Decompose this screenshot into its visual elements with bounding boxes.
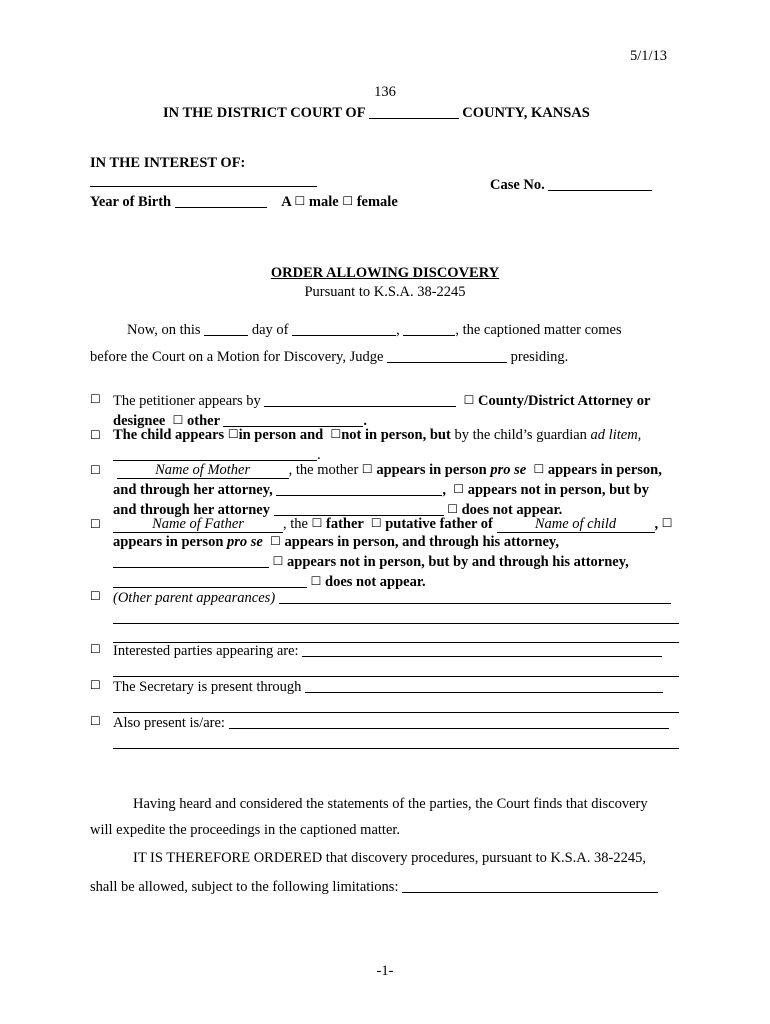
father-type-checkbox[interactable]: ☐ — [311, 516, 323, 530]
petitioner-item — [90, 390, 690, 430]
other-parent-checkbox[interactable]: ☐ — [90, 589, 101, 603]
mother-in-person-checkbox[interactable]: ☐ — [361, 462, 373, 476]
mother-through-attorney: and through her attorney, — [113, 481, 273, 498]
mother-attorney-blank-2[interactable] — [274, 501, 444, 516]
father-the: , the — [283, 516, 308, 532]
also-present-blank-2[interactable] — [113, 734, 679, 749]
secretary-blank[interactable] — [305, 678, 663, 693]
putative-father-label: putative father of — [385, 516, 493, 532]
interest-of-label: IN THE INTEREST OF: — [90, 155, 246, 171]
mother-does-not-appear-checkbox[interactable]: ☐ — [447, 501, 458, 516]
other-parent-item — [90, 587, 690, 641]
father-attorney-blank-2[interactable] — [113, 573, 307, 588]
interested-parties-item — [90, 640, 690, 676]
other-parent-blank-2[interactable] — [113, 609, 679, 624]
father-attorney-blank[interactable] — [113, 553, 269, 568]
mother-checkbox[interactable]: ☐ — [90, 463, 101, 477]
also-present-checkbox[interactable]: ☐ — [90, 714, 101, 728]
mother-not-in-person-checkbox[interactable]: ☐ — [453, 481, 465, 496]
ad-litem: ad litem, — [590, 427, 642, 443]
findings-line-1: Having heard and considered the statements of the parties, the Court finds that discovery — [133, 796, 648, 812]
other-parent-label: (Other parent appearances) — [113, 589, 276, 606]
order-line-2 — [90, 876, 658, 895]
secretary-label: The Secretary is present through — [113, 678, 302, 695]
judge-blank[interactable] — [387, 348, 507, 363]
father-not-in-person-checkbox[interactable]: ☐ — [272, 553, 284, 568]
mother-name-field[interactable]: Name of Mother — [117, 463, 289, 479]
child-not-in-person-checkbox[interactable]: ☐ — [330, 427, 342, 441]
father-label: father — [325, 516, 364, 532]
female-label: female — [356, 193, 398, 210]
child-name-blank[interactable] — [90, 170, 317, 187]
mother-through-attorney-2: and through her attorney — [113, 501, 270, 518]
secretary-blank-2[interactable] — [113, 698, 679, 713]
also-present-item — [90, 712, 690, 748]
other-label: other — [187, 412, 220, 429]
other-checkbox[interactable]: ☐ — [172, 412, 184, 427]
county-blank[interactable] — [369, 104, 459, 119]
county-attorney-label: County/District Attorney or — [478, 392, 651, 409]
also-present-label: Also present is/are: — [113, 714, 225, 731]
month-blank[interactable] — [292, 321, 396, 336]
a-label: A — [281, 193, 291, 210]
male-label: male — [308, 193, 339, 210]
secretary-checkbox[interactable]: ☐ — [90, 678, 101, 692]
father-does-not-appear-checkbox[interactable]: ☐ — [310, 573, 322, 588]
intro-line-1 — [127, 319, 622, 338]
county-attorney-checkbox[interactable]: ☐ — [463, 392, 475, 407]
court-heading-pre: IN THE DISTRICT COURT OF — [163, 104, 366, 121]
secretary-item — [90, 676, 690, 712]
interested-parties-checkbox[interactable]: ☐ — [90, 642, 101, 656]
petitioner-blank[interactable] — [264, 392, 456, 407]
child-appears: The child appears — [113, 427, 225, 443]
case-no-blank[interactable] — [548, 176, 652, 191]
child-item — [90, 426, 690, 466]
female-checkbox[interactable]: ☐ — [342, 193, 354, 208]
day-of: day of — [251, 321, 289, 338]
father-item — [90, 515, 690, 590]
intro-comma: , — [396, 321, 400, 338]
interested-parties-blank-2[interactable] — [113, 662, 679, 677]
year-of-birth-label: Year of Birth — [90, 193, 172, 210]
petitioner-text: The petitioner appears by — [113, 392, 261, 409]
year-of-birth-row — [90, 191, 398, 210]
designee-label: designee — [113, 412, 166, 429]
putative-father-checkbox[interactable]: ☐ — [370, 516, 382, 530]
intro-line-2 — [90, 346, 568, 365]
findings-line-2: will expedite the proceedings in the captioned matter. — [90, 822, 401, 838]
mother-pro-se: pro se — [490, 462, 527, 478]
captioned-text: , the captioned matter comes — [455, 321, 622, 338]
child-period: . — [317, 446, 321, 463]
day-blank[interactable] — [204, 321, 248, 336]
court-heading — [163, 102, 590, 121]
father-comma: , — [654, 516, 659, 532]
limitations-label: shall be allowed, subject to the following limitations: — [90, 878, 399, 895]
child-in-person-checkbox[interactable]: ☐ — [227, 427, 239, 441]
father-not-in-person: appears not in person, but by and through his attorney, — [287, 553, 629, 570]
mother-attorney-blank[interactable] — [276, 481, 442, 496]
mother-not-in-person: appears not in person, but by — [467, 481, 649, 498]
the-mother: , the mother — [288, 462, 359, 478]
interested-parties-label: Interested parties appearing are: — [113, 642, 299, 659]
court-heading-post: COUNTY, KANSAS — [462, 104, 590, 121]
father-pro-se-checkbox[interactable]: ☐ — [661, 516, 673, 530]
order-title: ORDER ALLOWING DISCOVERY — [270, 265, 500, 281]
guardian-text: by the child’s guardian — [454, 427, 587, 443]
child-checkbox[interactable]: ☐ — [90, 428, 101, 442]
before-court: before the Court on a Motion for Discovery, Judge — [90, 348, 384, 365]
child-in-person-label: in person and — [238, 427, 324, 443]
child-name-field[interactable]: Name of child — [497, 517, 655, 533]
mother-comma: , — [442, 481, 447, 498]
order-line-1: IT IS THEREFORE ORDERED that discovery procedures, pursuant to K.S.A. 38-2245, — [133, 850, 646, 866]
father-pro-se: pro se — [227, 534, 263, 551]
year-blank[interactable] — [403, 321, 455, 336]
case-no-label: Case No. — [490, 176, 545, 193]
other-parent-blank[interactable] — [279, 589, 671, 604]
mother-appears-in-person: appears in person — [376, 462, 487, 478]
father-checkbox[interactable]: ☐ — [90, 517, 101, 531]
mother-appears-in-person-2: appears in person, — [547, 462, 662, 478]
father-does-not-appear: does not appear. — [325, 573, 426, 590]
page-number: -1- — [376, 963, 394, 979]
father-appears-through: appears in person, and through his attorney, — [284, 534, 559, 551]
year-of-birth-blank[interactable] — [175, 193, 267, 208]
form-date: 5/1/13 — [630, 48, 668, 64]
petitioner-period: . — [363, 412, 368, 429]
male-checkbox[interactable]: ☐ — [294, 193, 306, 208]
child-not-in-person-label: not in person, but — [341, 427, 451, 443]
father-appears-in-person: appears in person — [113, 534, 224, 551]
limitations-blank[interactable] — [402, 878, 658, 893]
case-number — [490, 174, 652, 193]
mother-in-person-atty-checkbox[interactable]: ☐ — [533, 462, 545, 476]
mother-does-not-appear: does not appear. — [461, 501, 563, 518]
father-in-person-atty-checkbox[interactable]: ☐ — [270, 534, 281, 549]
form-number: 136 — [374, 84, 396, 100]
other-blank[interactable] — [223, 412, 363, 427]
now-on-this: Now, on this — [127, 321, 201, 338]
presiding: presiding. — [510, 348, 569, 365]
father-name-field[interactable]: Name of Father — [113, 517, 283, 533]
also-present-blank[interactable] — [229, 714, 669, 729]
interested-parties-blank[interactable] — [302, 642, 662, 657]
order-subtitle: Pursuant to K.S.A. 38-2245 — [304, 284, 466, 300]
mother-item — [90, 461, 690, 517]
petitioner-checkbox[interactable]: ☐ — [90, 392, 101, 406]
guardian-blank[interactable] — [113, 446, 317, 461]
